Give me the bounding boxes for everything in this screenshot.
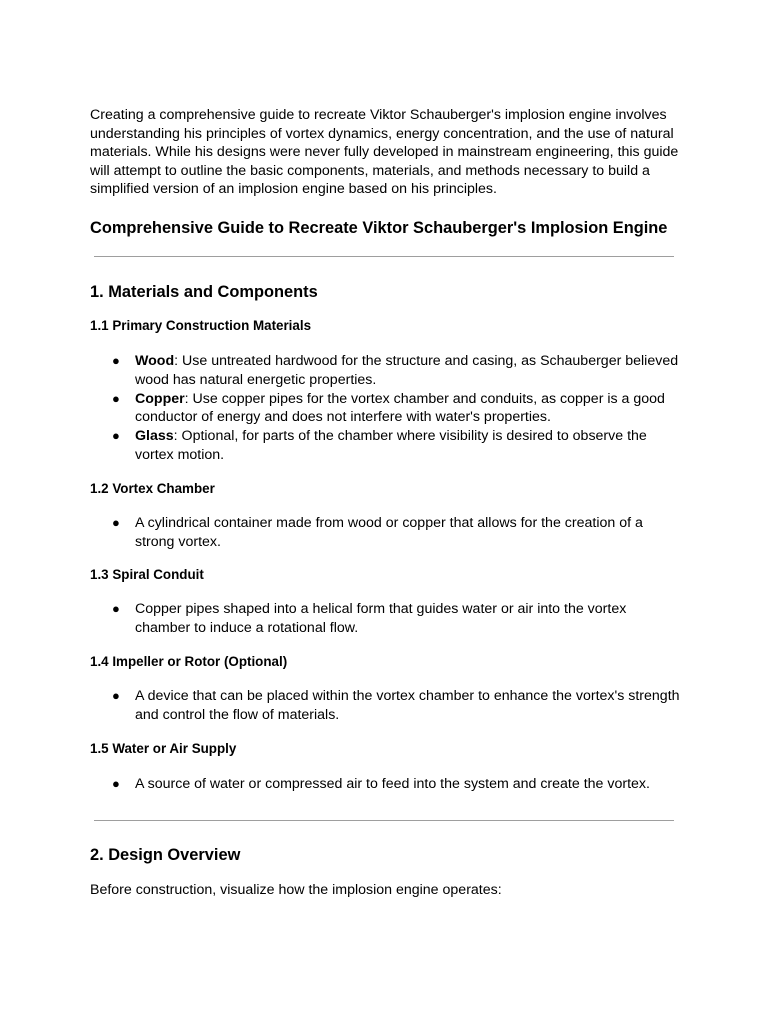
impeller-list <box>90 687 680 725</box>
list-item <box>90 600 680 638</box>
subsection-1-2-heading: 1.2 Vortex Chamber <box>90 480 215 496</box>
subsection-1-4-heading: 1.4 Impeller or Rotor (Optional) <box>90 653 288 669</box>
list-item-text: : Use copper pipes for the vortex chamber and conduits, as copper is a good conductor of energy and does not interfere with water's properties. <box>135 390 665 426</box>
document-page <box>90 106 680 900</box>
list-item-term: Copper <box>135 390 185 407</box>
list-item <box>90 352 680 390</box>
document-title: Comprehensive Guide to Recreate Viktor Schauberger's Implosion Engine <box>90 218 668 237</box>
horizontal-rule <box>94 820 674 821</box>
materials-list <box>90 352 680 465</box>
horizontal-rule <box>94 256 674 257</box>
spiral-conduit-list <box>90 600 680 638</box>
intro-paragraph: Creating a comprehensive guide to recreate Viktor Schauberger's implosion engine involves understanding his principles of vortex dynamics, energy concentration, and the use of natural materials. While his designs were never fully developed in mainstream engineering, this guide will attempt to outline the basic components, materials, and methods necessary to build a simplified version of an implosion engine based on his principles. <box>90 107 679 198</box>
bullet-icon: ● <box>112 428 120 444</box>
list-item <box>90 514 680 552</box>
bullet-icon: ● <box>112 390 120 406</box>
bullet-icon: ● <box>112 601 120 617</box>
list-item-text: Copper pipes shaped into a helical form that guides water or air into the vortex chamber to induce a rotational flow. <box>135 601 627 637</box>
list-item-text: A device that can be placed within the vortex chamber to enhance the vortex's strength and control the flow of materials. <box>135 687 680 723</box>
bullet-icon: ● <box>112 514 120 530</box>
subsection-1-3-heading: 1.3 Spiral Conduit <box>90 567 204 583</box>
list-item-text: : Optional, for parts of the chamber where visibility is desired to observe the vortex motion. <box>135 428 647 463</box>
subsection-1-5-heading: 1.5 Water or Air Supply <box>90 740 237 756</box>
list-item-term: Glass <box>135 428 174 445</box>
list-item-text: A source of water or compressed air to feed into the system and create the vortex. <box>135 775 650 792</box>
bullet-icon: ● <box>112 352 120 368</box>
bullet-icon: ● <box>112 775 120 791</box>
section-1-heading: 1. Materials and Components <box>90 282 318 301</box>
list-item <box>90 390 680 428</box>
list-item <box>90 775 680 794</box>
list-item <box>90 427 680 465</box>
supply-list <box>90 775 680 794</box>
section-2-paragraph: Before construction, visualize how the implosion engine operates: <box>90 882 502 899</box>
subsection-1-1-heading: 1.1 Primary Construction Materials <box>90 317 312 333</box>
list-item-text: A cylindrical container made from wood or copper that allows for the creation of a strong vortex. <box>135 514 643 550</box>
section-2-heading: 2. Design Overview <box>90 846 241 865</box>
bullet-icon: ● <box>112 687 120 703</box>
list-item <box>90 687 680 725</box>
vortex-chamber-list <box>90 514 680 552</box>
list-item-text: : Use untreated hardwood for the structure and casing, as Schauberger believed wood has natural energetic properties. <box>135 352 679 388</box>
list-item-term: Wood <box>135 352 175 369</box>
